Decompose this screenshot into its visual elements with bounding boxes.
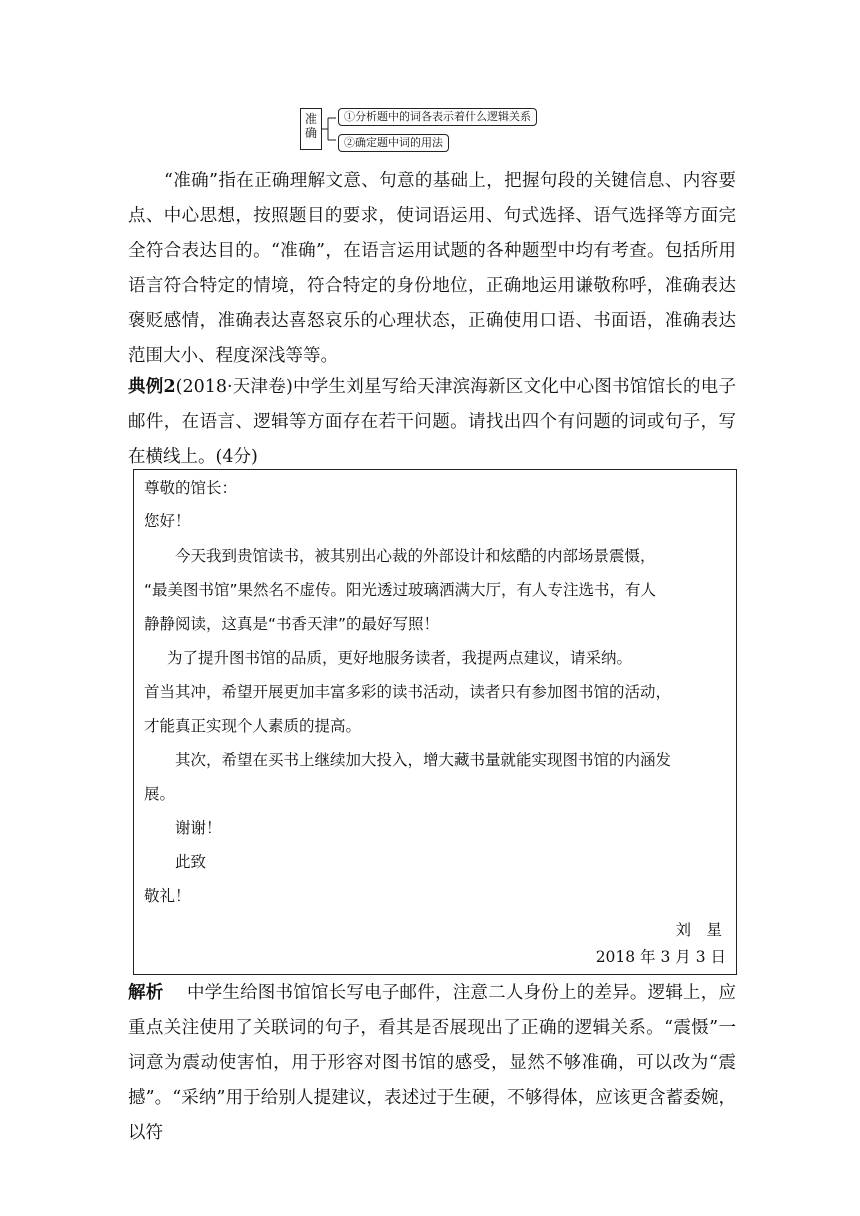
letter-thanks: 谢谢！ — [175, 819, 222, 837]
letter-date: 2018 年 3 月 3 日 — [595, 948, 726, 966]
letter-line: 为了提升图书馆的品质，更好地服务读者，我提两点建议，请采纳。 — [167, 649, 633, 667]
letter-line: “最美图书馆”果然名不虚传。阳光透过玻璃洒满大厅，有人专注选书，有人 — [144, 581, 657, 599]
analysis-paragraph — [128, 976, 736, 1151]
concept-diagram — [300, 104, 570, 154]
letter-line: 静静阅读，这真是“书香天津”的最好写照！ — [144, 615, 440, 633]
diagram-item-2: ②确定题中词的用法 — [338, 134, 449, 152]
example-label: 典例2 — [128, 377, 176, 397]
analysis-label: 解析 — [128, 983, 164, 1003]
letter-closing: 此致 — [175, 853, 207, 871]
letter-greeting: 您好！ — [144, 512, 191, 530]
analysis-text: 中学生给图书馆馆长写电子邮件，注意二人身份上的差异。逻辑上，应重点关注使用了关联词的句子，看其是否展现出了正确的逻辑关系。“震慑”一词意为震动使害怕，用于形容对图书馆的感受，显然不够准确，可以改为“震撼”。“采纳”用于给别人提建议，表述过于生硬，不够得体，应该更含蓄委婉，以符 — [128, 983, 736, 1143]
letter-salutation: 尊敬的馆长： — [144, 479, 238, 497]
letter-regards: 敬礼！ — [144, 887, 191, 905]
letter-line: 其次，希望在买书上继续加大投入，增大藏书量就能实现图书馆的内涵发 — [175, 751, 672, 769]
diagram-item-1: ①分析题中的词各表示着什么逻辑关系 — [338, 108, 537, 126]
letter-line: 才能真正实现个人素质的提高。 — [144, 717, 362, 735]
example-paragraph — [128, 370, 736, 475]
intro-paragraph: “准确”指在正确理解文意、句意的基础上，把握句段的关键信息、内容要点、中心思想，按照题目的要求，使词语运用、句式选择、语气选择等方面完全符合表达目的。“准确”，在语言运用试题的各种题型中均有考查。包括所用语言符合特定的情境，符合特定的身份地位，正确地运用谦敬称呼，准确表达褒贬感情，准确表达喜怒哀乐的心理状态，正确使用口语、书面语，准确表达范围大小、程度深浅等等。 — [128, 171, 736, 366]
letter-box — [133, 469, 737, 975]
diagram-root-box: 准确 — [300, 108, 322, 150]
letter-line: 首当其冲，希望开展更加丰富多彩的读书活动，读者只有参加图书馆的活动， — [144, 683, 672, 701]
letter-signature: 刘 星 — [675, 921, 722, 939]
example-text: (2018·天津卷)中学生刘星写给天津滨海新区文化中心图书馆馆长的电子邮件，在语言、逻辑等方面存在若干问题。请找出四个有问题的词或句子，写在横线上。(4分) — [128, 377, 736, 467]
diagram-brace — [322, 116, 336, 142]
letter-line: 今天我到贵馆读书，被其别出心裁的外部设计和炫酷的内部场景震慑， — [175, 547, 656, 565]
letter-line: 展。 — [144, 785, 176, 803]
